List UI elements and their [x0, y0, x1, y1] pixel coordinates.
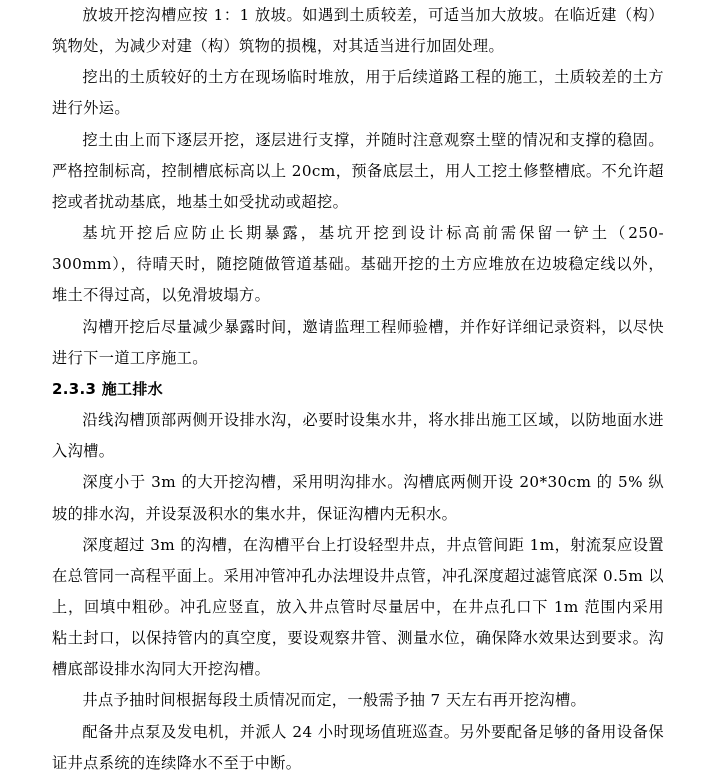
paragraph-slope-excavation: 放坡开挖沟槽应按 1：1 放坡。如遇到土质较差，可适当加大放坡。在临近建（构）筑物处，为减少对建（构）筑物的损槐，对其适当进行加固处理。: [52, 6, 664, 56]
paragraph-trench-inspection: 沟槽开挖后尽量减少暴露时间，邀请监理工程师验槽，并作好详细记录资料，以尽快进行下一道工序施工。: [52, 317, 664, 367]
paragraph-pre-pumping: 井点予抽时间根据每段土质情况而定，一般需予抽 7 天左右再开挖沟槽。: [82, 691, 587, 710]
paragraph-pit-exposure: 基坑开挖后应防止长期暴露，基坑开挖到设计标高前需保留一铲土（250-300mm），待晴天时，随挖随做管道基础。基础开挖的土方应堆放在边坡稳定线以外，堆土不得过高，以免滑坡塌方。: [52, 224, 664, 305]
section-heading-drainage: 2.3.3 施工排水: [52, 379, 163, 398]
paragraph-drainage-ditch: 沿线沟槽顶部两侧开设排水沟，必要时设集水井，将水排出施工区域，以防地面水进入沟槽。: [52, 411, 664, 461]
paragraph-layered-excavation: 挖土由上而下逐层开挖，逐层进行支撑，并随时注意观察土壁的情况和支撑的稳固。严格控制标高，控制槽底标高以上 20cm，预备底层土，用人工挖土修整槽底。不允许超挖或者扰动基底，地基土如受扰动或超挖。: [52, 130, 664, 211]
paragraph-soil-stockpile: 挖出的土质较好的土方在现场临时堆放，用于后续道路工程的施工，土质较差的土方进行外运。: [52, 68, 664, 118]
paragraph-open-ditch-drainage: 深度小于 3m 的大开挖沟槽，采用明沟排水。沟槽底两侧开设 20*30cm 的 5% 纵坡的排水沟，并设泵汲积水的集水井，保证沟槽内无积水。: [52, 473, 664, 523]
paragraph-well-point-dewatering: 深度超过 3m 的沟槽，在沟槽平台上打设轻型井点，井点管间距 1m，射流泵应设置在总管同一高程平面上。采用冲管冲孔办法埋设井点管，冲孔深度超过滤管底深 0.5m 以上，回填中粗砂。冲孔应竖直，放入井点管时尽量居中，在井点孔口下 1m 范围内采用粘土封口，以保持管内的真空度，要设观察井管、测量水位，确保降水效果达到要求。沟槽底部设排水沟同大开挖沟槽。: [52, 535, 664, 679]
paragraph-equipment-standby: 配备井点泵及发电机，并派人 24 小时现场值班巡查。另外要配备足够的备用设备保证井点系统的连续降水不至于中断。: [52, 722, 664, 772]
document-page: [52, 0, 664, 779]
